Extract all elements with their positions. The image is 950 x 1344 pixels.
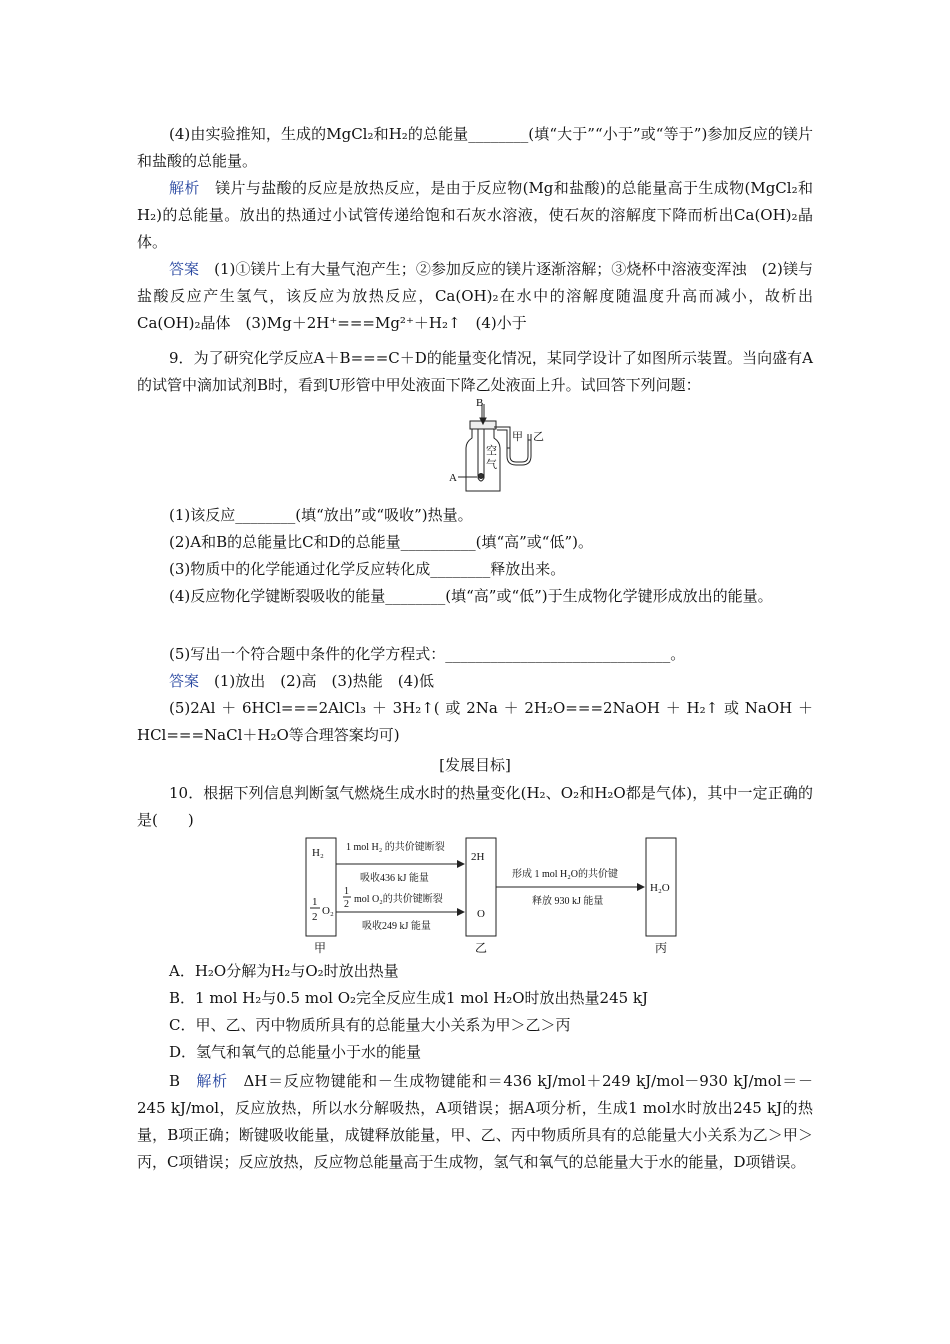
q8-part4: (4)由实验推知，生成的MgCl₂和H₂的总能量________(填“大于”“小于”或“等于”)参加反应的镁片和盐酸的总能量。 bbox=[137, 125, 813, 170]
fig-label-kong: 空 bbox=[486, 445, 497, 457]
analysis-text: 镁片与盐酸的反应是放热反应，是由于反应物(Mg和盐酸)的总能量高于生成物(MgCl₂和H₂)的总能量。放出的热通过小试管传递给饱和石灰水溶液，使石灰的溶解度下降而析出Ca(OH)₂晶体。 bbox=[137, 179, 813, 251]
fig-label-jia: 甲 bbox=[512, 431, 523, 443]
q8-analysis bbox=[137, 175, 813, 256]
box1-half-den: 2 bbox=[312, 911, 318, 923]
analysis-label: 解析 bbox=[169, 179, 200, 197]
arrow3-text: 形成 1 mol H₂O的共价键 bbox=[512, 869, 618, 880]
arrow2-text: mol O₂的共价键断裂 bbox=[354, 894, 443, 905]
q9-answer5: (5)2Al＋6HCl===2AlCl₃＋3H₂↑(或2Na＋2H₂O===2NaOH＋H₂↑或NaOH＋HCl===NaCl＋H₂O等合理答案均可) bbox=[137, 699, 813, 744]
arrow1-text: 1 mol H₂ 的共价键断裂 bbox=[346, 842, 445, 853]
fig-label-yi: 乙 bbox=[533, 431, 544, 443]
answer-label: 答案 bbox=[169, 672, 200, 690]
arrow1-sub: 吸收436 kJ 能量 bbox=[360, 873, 429, 884]
q9-stem: 9．为了研究化学反应A＋B===C＋D的能量变化情况，某同学设计了如图所示装置。当向盛有A的试管中滴加试剂B时，看到U形管中甲处液面下降乙处液面上升。试回答下列问题： bbox=[137, 349, 813, 394]
answer-text: (1)①镁片上有大量气泡产生；②参加反应的镁片逐渐溶解；③烧杯中溶液变浑浊 (2)镁与盐酸反应产生氢气，该反应为放热反应，Ca(OH)₂在水中的溶解度随温度升高而减小，故析出Ca(OH)₂晶体 (3)Mg＋2H⁺===Mg²⁺＋H₂↑ (4)小于 bbox=[137, 260, 813, 332]
arrow2-half-num: 1 bbox=[344, 886, 349, 897]
box1-half-num: 1 bbox=[312, 896, 318, 908]
fig-label-a: A bbox=[449, 472, 457, 484]
analysis-text: ΔH＝反应物键能和－生成物键能和＝436 kJ/mol＋249 kJ/mol－930 kJ/mol＝－245 kJ/mol，反应放热，所以水分解吸热，A项错误；据A项分析，生成1 mol水时放出245 kJ的热量，B项正确；断键吸收能量，成键释放能量，甲、乙、丙中物质所具有的总能量大小关系为乙＞甲＞丙，C项错误；反应放热，反应物总能量高于生成物，氢气和氧气的总能量大于水的能量，D项错误。 bbox=[137, 1072, 813, 1171]
box1-h2: H₂ bbox=[312, 847, 324, 859]
box1-o2: O₂ bbox=[322, 905, 334, 917]
arrow2-sub: 吸收249 kJ 能量 bbox=[362, 921, 431, 932]
answer-text: (1)放出 (2)高 (3)热能 (4)低 bbox=[214, 672, 435, 690]
q9-part1: (1)该反应________(填“放出”或“吸收”)热量。 bbox=[169, 506, 473, 524]
fig-label-qi: 气 bbox=[486, 459, 497, 471]
option-c: C．甲、乙、丙中物质所具有的总能量大小关系为甲＞乙＞丙 bbox=[169, 1016, 571, 1034]
q10-stem: 10．根据下列信息判断氢气燃烧生成水时的热量变化(H₂、O₂和H₂O都是气体)，其中一定正确的是( ) bbox=[137, 784, 813, 829]
answer-label: 答案 bbox=[169, 260, 200, 278]
option-a: A．H₂O分解为H₂与O₂时放出热量 bbox=[169, 962, 399, 980]
answer-letter: B bbox=[169, 1072, 181, 1090]
section-heading: [发展目标] bbox=[439, 756, 511, 774]
option-b: B．1 mol H₂与0.5 mol O₂完全反应生成1 mol H₂O时放出热量245 kJ bbox=[169, 989, 649, 1007]
box3-h2o: H₂O bbox=[650, 882, 670, 894]
q9-part5: (5)写出一个符合题中条件的化学方程式：______________________________。 bbox=[169, 645, 686, 663]
fig-label-b: B bbox=[476, 397, 484, 409]
q9-part3: (3)物质中的化学能通过化学反应转化成________释放出来。 bbox=[169, 560, 566, 578]
q9-apparatus-figure bbox=[440, 396, 550, 496]
q10-energy-figure bbox=[300, 832, 690, 956]
q9-answer bbox=[137, 668, 813, 695]
arrow3-sub: 释放 930 kJ 能量 bbox=[532, 896, 604, 907]
analysis-label: 解析 bbox=[196, 1072, 228, 1090]
label-yi: 乙 bbox=[475, 941, 488, 955]
q9-part4: (4)反应物化学键断裂吸收的能量________(填“高”或“低”)于生成物化学键形成放出的能量。 bbox=[169, 587, 773, 605]
box2-2h: 2H bbox=[471, 851, 485, 863]
label-jia: 甲 bbox=[314, 941, 327, 955]
arrow2-half-den: 2 bbox=[344, 899, 349, 910]
label-bing: 丙 bbox=[655, 941, 668, 955]
box2-o: O bbox=[477, 908, 485, 920]
q9-part2: (2)A和B的总能量比C和D的总能量__________(填“高”或“低”)。 bbox=[169, 533, 593, 551]
q8-answer bbox=[137, 256, 813, 337]
option-d: D．氢气和氧气的总能量小于水的能量 bbox=[169, 1043, 422, 1061]
q10-analysis bbox=[137, 1068, 813, 1176]
